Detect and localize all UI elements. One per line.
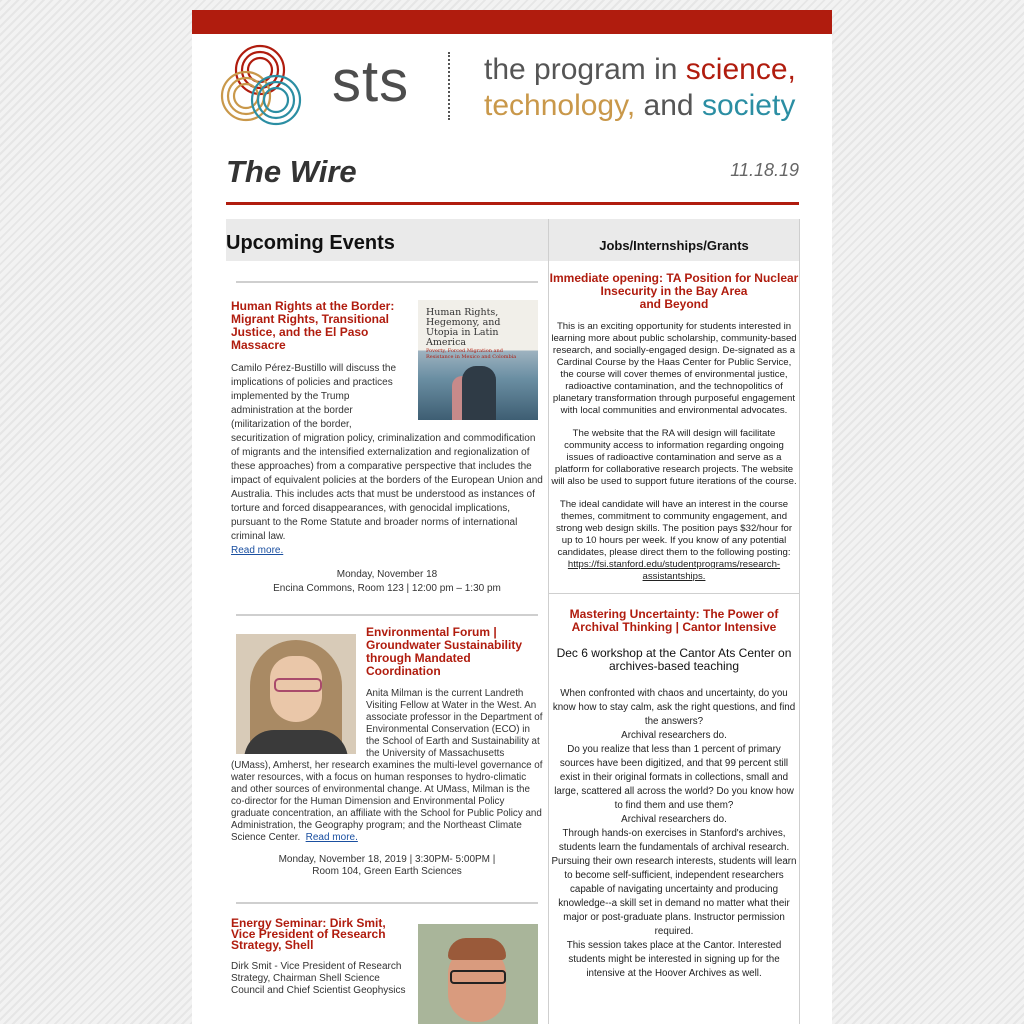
job-title-line: and Beyond: [639, 297, 709, 311]
masthead: [226, 150, 799, 205]
book-title: Human Rights, Hegemony, and Utopia in Latin America: [426, 307, 501, 348]
job-title[interactable]: Mastering Uncertainty: The Power of Archival Thinking | Cantor Intensive: [569, 607, 779, 634]
event-title[interactable]: Energy Seminar: Dirk Smit, Vice President of Research Strategy, Shell: [231, 916, 386, 952]
job-paragraph: This session takes place at the Cantor. Interested students might be interested in signing up for the intensive at the Hoover Archives as well.: [566, 940, 782, 979]
job-paragraph: When confronted with chaos and uncertainty, do you know how to stay calm, ask the right questions, and find the answers?: [552, 688, 796, 727]
job-paragraph: Do you realize that less than 1 percent of primary sources have been digitized, and that 99 percent still exist in their original formats in collections, small and large, scattered all across the world? Do you know how to find them and use them?: [554, 744, 794, 811]
tagline-part: and: [635, 89, 702, 122]
job-paragraph: The website that the RA will design will facilitate community access to information regarding ongoing issues of radioactive contamination and serve as a platform for collaborative research projects. The website will also be used to support future iterations of the course.: [551, 428, 797, 487]
event-item: [226, 626, 548, 878]
jobs-column: [548, 219, 800, 1024]
event-date: Monday, November 18: [336, 569, 438, 580]
job-paragraph: This is an exciting opportunity for students interested in learning more about public scholarship, community-based research, and socially-engaged design. De-signated as a Cardinal Course by the Haas Center for Public Service, the course will cover themes of environmental justice, radioactive contamination, and the technopolitics of planetary transformation through purposeful engagement with local communities and environmental advocates.: [551, 321, 797, 416]
job-paragraph: [549, 499, 799, 583]
event-description-text: Anita Milman is the current Landreth Visiting Fellow at Water in the West. An associate professor in the Department of Environmental Conservation (ECO) in the School of Earth and Sustainability at the University of Massachusetts (UMass), Amherst, her research examines the multi-level governance of water resources, with a focus on human responses to hydro-climatic and other sources of environmental change. At UMass, Milman is the co-director for the Human Dimension and Environmental Policy graduate concentration, an affiliate with the School for Public Policy and Administration, the Geography program; and the Northeast Climate Science Center.: [231, 688, 543, 843]
events-header: [226, 219, 548, 261]
event-date: Monday, November 18, 2019 | 3:30PM- 5:00PM |: [278, 854, 496, 865]
jobs-heading: Jobs/Internships/Grants: [599, 238, 749, 253]
tagline-part: the program in: [484, 53, 686, 86]
job-paragraph: Archival researchers do.: [621, 814, 727, 825]
job-title[interactable]: [549, 272, 799, 311]
photo-shape: [448, 938, 506, 960]
event-title[interactable]: Human Rights at the Border: Migrant Rights, Transitional Justice, and the El Paso Massacre: [231, 299, 395, 352]
speaker-photo: [418, 924, 538, 1024]
logo-header: [192, 34, 832, 134]
book-figure: [462, 366, 496, 420]
book-cover-image: [418, 300, 538, 420]
top-accent-bar: [192, 10, 832, 34]
photo-shape: [244, 730, 348, 754]
tagline-science: science,: [685, 53, 796, 86]
read-more-link[interactable]: Read more.: [231, 545, 284, 556]
jobs-header: [549, 219, 799, 261]
event-item: [226, 918, 548, 997]
read-more-link[interactable]: Read more.: [305, 832, 358, 843]
events-heading: Upcoming Events: [226, 232, 395, 254]
photo-shape: [274, 678, 322, 692]
tagline-society: society: [701, 89, 796, 122]
job-paragraph: Through hands-on exercises in Stanford's archives, students learn the fundamentals of archival research. Pursuing their own research interests, students will learn to become self-sufficient, independent researchers capable of navigating uncertainty and producing knowledge--a skill set in demand no matter what their major or post-graduate plans. Instructor permission required.: [551, 828, 797, 937]
book-subtitle: Poverty, Forced Migration and Resistance in Mexico and Colombia: [426, 348, 517, 360]
sts-rings-logo-icon: [218, 42, 308, 130]
job-paragraph: Archival researchers do.: [621, 730, 727, 741]
photo-shape: [450, 970, 506, 984]
speaker-photo: [236, 634, 356, 754]
program-tagline: [484, 52, 796, 124]
logo-divider: [448, 52, 450, 120]
job-paragraph-text: The ideal candidate will have an interest in the course themes, commitment to community engagement, and strong web design skills. The position pays $32/hour for up to 10 hours per week. If you know of any potential candidates, please direct them to the following posting:: [555, 499, 793, 558]
event-location-time: Encina Commons, Room 123 | 12:00 pm – 1:30 pm: [273, 583, 501, 594]
event-item: [226, 300, 548, 596]
newsletter-title: The Wire: [226, 154, 357, 189]
event-title[interactable]: Environmental Forum | Groundwater Sustainability through Mandated Coordination: [366, 625, 523, 678]
newsletter-sheet: [192, 10, 832, 1024]
logo-wordmark: sts: [332, 49, 410, 114]
event-description: Dirk Smit - Vice President of Research Strategy, Chairman Shell Science Council and Chief Scientist Geophysics: [231, 961, 406, 996]
tagline-technology: technology,: [484, 89, 636, 122]
events-column: [226, 219, 548, 1024]
event-location: Room 104, Green Earth Sciences: [312, 866, 462, 877]
job-subtitle: Dec 6 workshop at the Cantor Ats Center on archives-based teaching: [556, 646, 792, 673]
posting-link[interactable]: https://fsi.stanford.edu/studentprograms/research-assistantships.: [567, 559, 781, 582]
job-title-line: Immediate opening: TA Position for Nuclear Insecurity in the Bay Area: [549, 271, 799, 298]
issue-date: 11.18.19: [730, 160, 799, 180]
event-description-text: Camilo Pérez-Bustillo will discuss the implications of policies and practices implemented by the Trump administration at the border (militarization of the border, securitization of migration policy, criminalization and commodification of migrants and the intensified externalization and regionalization of these approaches) from a comparative perspective that includes the impact of equivalent policies at the borders of the European Union and Australia. This includes acts that must be understood as instances of torture and forced disappearances, with genocidal implications, pursuant to the Rome Statute and broader norms of international criminal law.: [231, 363, 543, 542]
